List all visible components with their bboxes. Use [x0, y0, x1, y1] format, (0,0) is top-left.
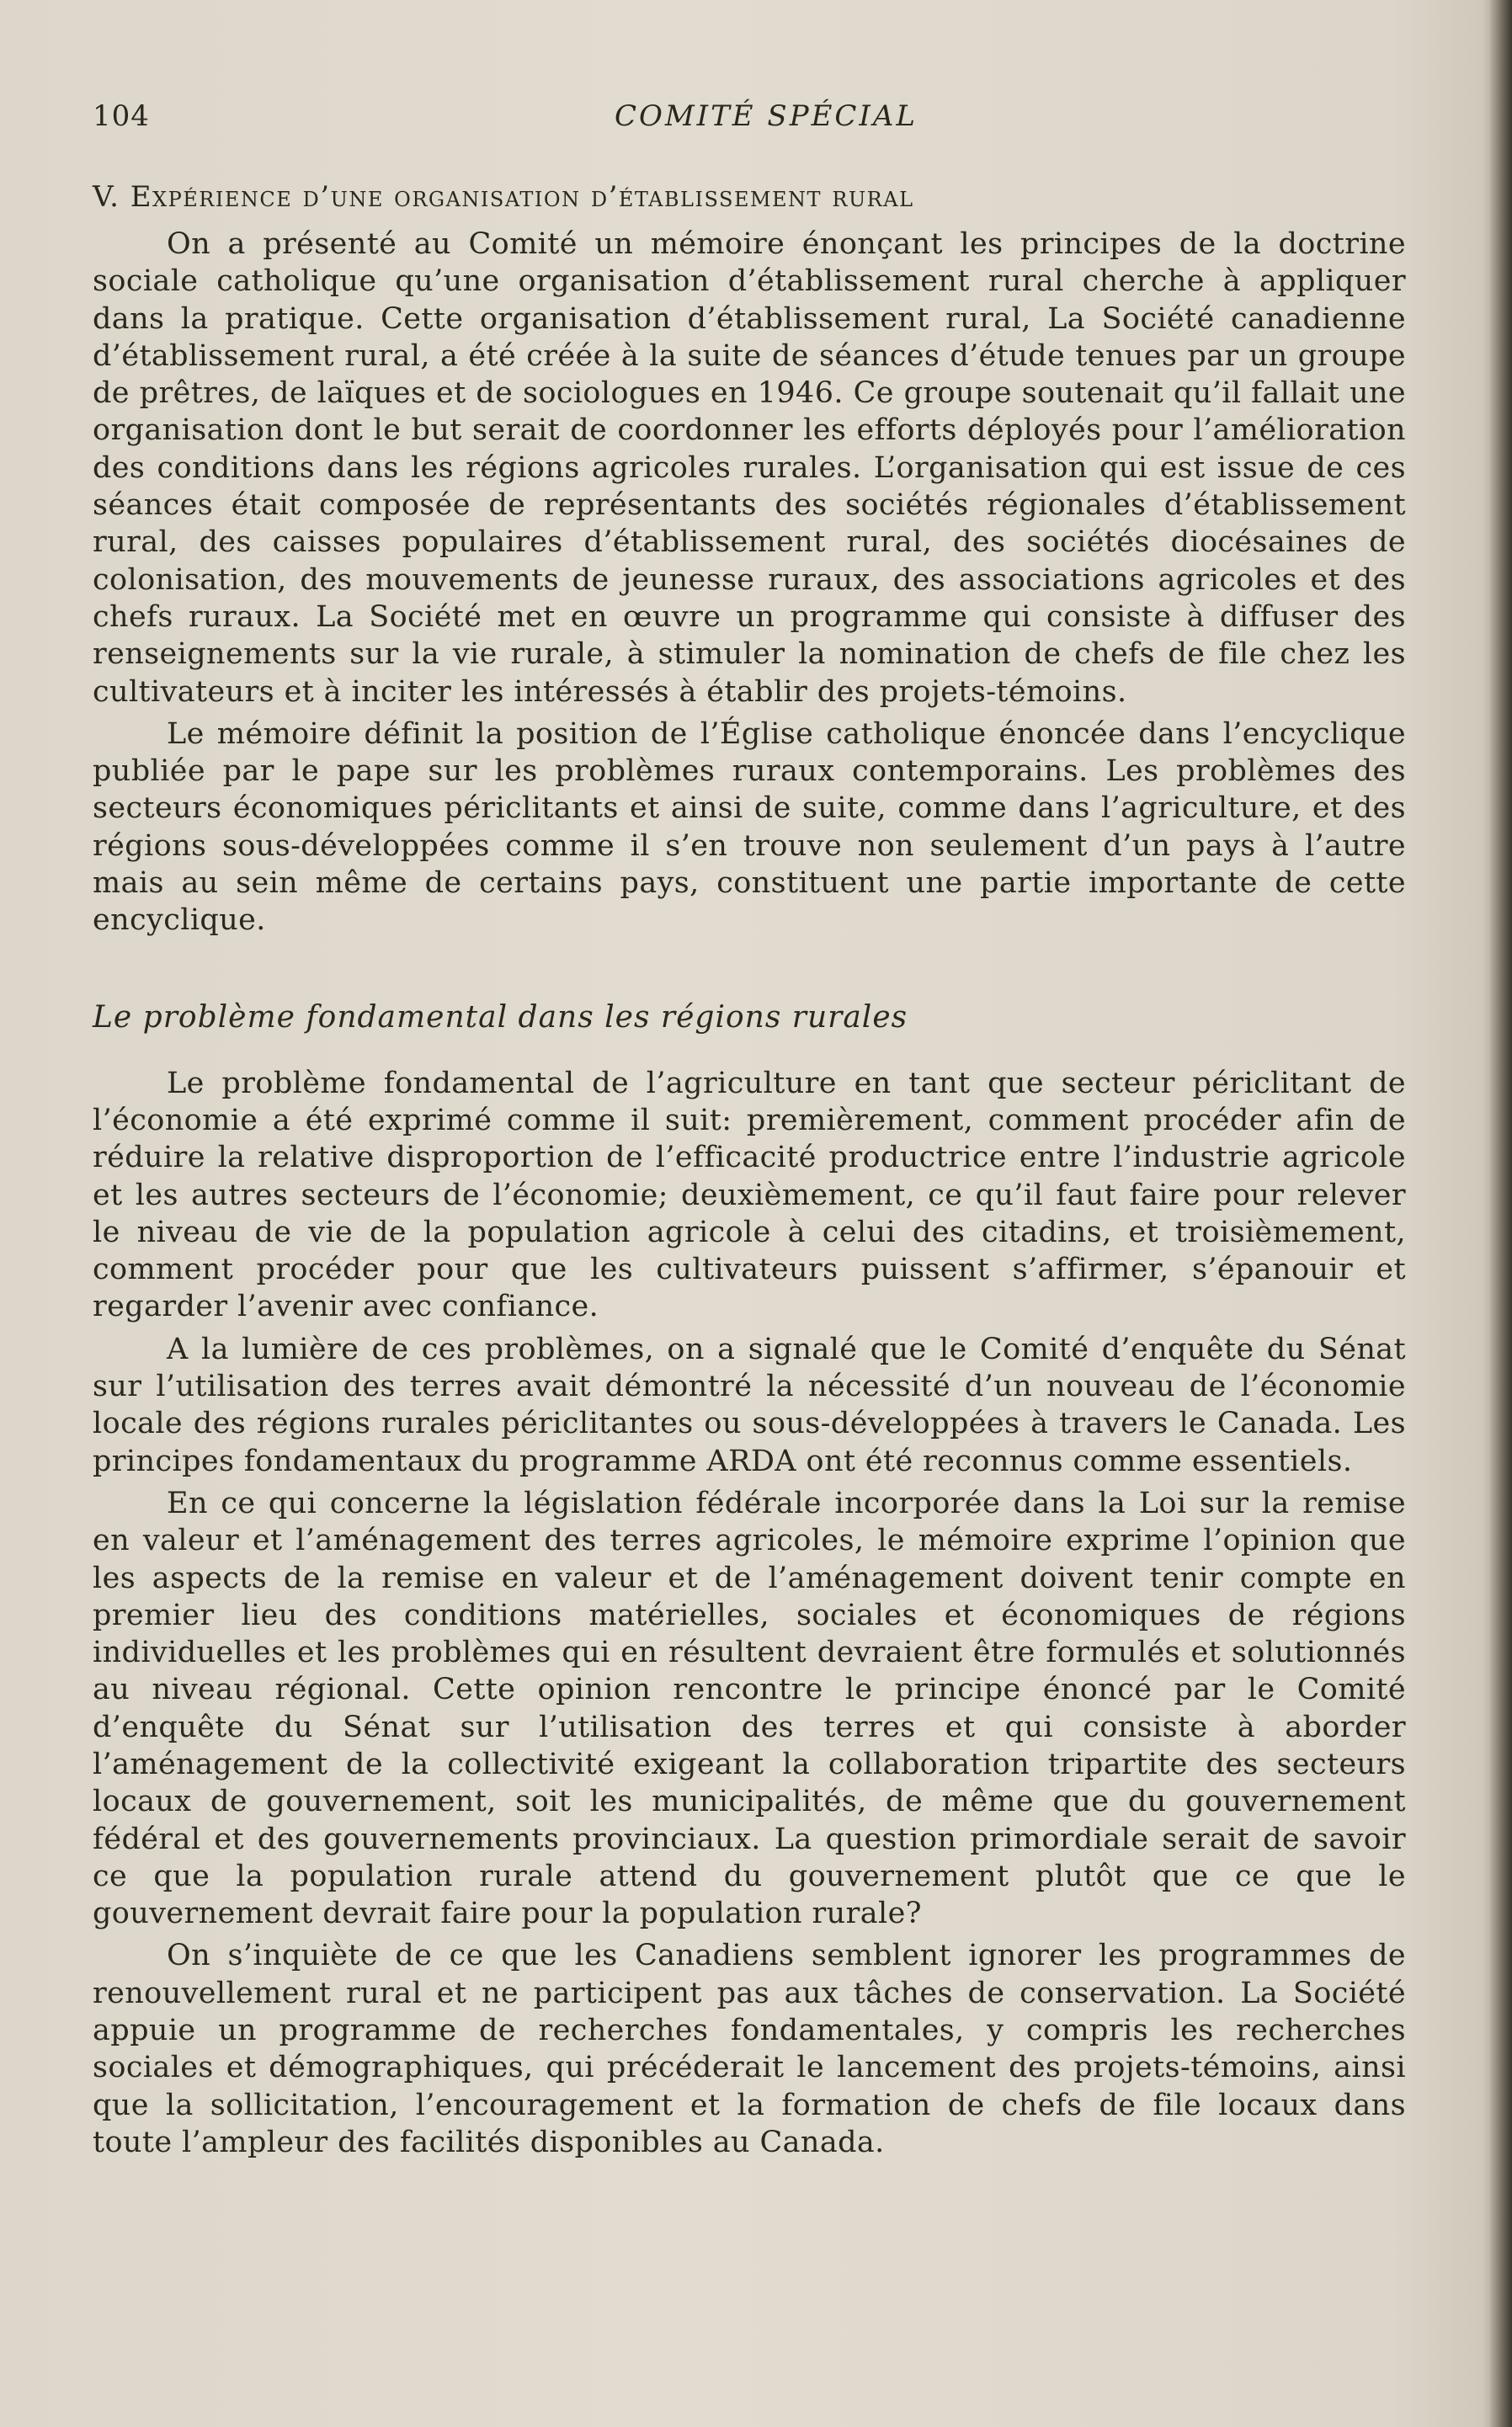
page-content: [93, 99, 1406, 2161]
paragraph: A la lumière de ces problèmes, on a signalé que le Comité d’enquête du Sénat sur l’utilisation des terres avait démontré la nécessité d’un nouveau de l’économie locale des régions rurales périclitantes ou sous-développées à travers le Canada. Les principes fondamentaux du programme ARDA ont été reconnus comme essentiels.: [93, 1332, 1406, 1478]
page-edge-shadow: [1490, 0, 1512, 2427]
paragraph: On s’inquiète de ce que les Canadiens semblent ignorer les programmes de renouvellement rural et ne participent pas aux tâches de conservation. La Société appuie un programme de recherches fondamentales, y compris les recherches sociales et démographiques, qui précéderait le lancement des projets-témoins, ainsi que la sollicitation, l’encouragement et la formation de chefs de file locaux dans toute l’ampleur des facilités disponibles au Canada.: [93, 1939, 1406, 2159]
paragraph: Le problème fondamental de l’agriculture en tant que secteur périclitant de l’économie a été exprimé comme il suit: premièrement, comment procéder afin de réduire la relative disproportion de l’efficacité productrice entre l’industrie agricole et les autres secteurs de l’économie; deuxièmement, ce qu’il faut faire pour relever le niveau de vie de la population agricole à celui des citadins, et troisièmement, comment procéder pour que les cultivateurs puissent s’affirmer, s’épanouir et regarder l’avenir avec confiance.: [93, 1066, 1406, 1324]
section-heading: V. Expérience d’une organisation d’établissement rural: [93, 180, 914, 214]
paragraph: En ce qui concerne la législation fédérale incorporée dans la Loi sur la remise en valeur et l’aménagement des terres agricoles, le mémoire exprime l’opinion que les aspects de la remise en valeur et de l’aménagement doivent tenir compte en premier lieu des conditions matérielles, sociales et économiques de régions individuelles et les problèmes qui en résultent devraient être formulés et solutionnés au niveau régional. Cette opinion rencontre le principe énoncé par le Comité d’enquête du Sénat sur l’utilisation des terres et qui consiste à aborder l’aménagement de la collectivité exigeant la collaboration tripartite des secteurs locaux de gouvernement, soit les municipalités, de même que du gouvernement fédéral et des gouvernements provinciaux. La question primordiale serait de savoir ce que la population rurale attend du gouvernement plutôt que ce que le gouvernement devrait faire pour la population rurale?: [93, 1486, 1406, 1931]
paragraph: On a présenté au Comité un mémoire énonçant les principes de la doctrine sociale catholique qu’une organisation d’établissement rural cherche à appliquer dans la pratique. Cette organisation d’établissement rural, La Société canadienne d’établissement rural, a été créée à la suite de séances d’étude tenues par un groupe de prêtres, de laïques et de sociologues en 1946. Ce groupe soutenait qu’il fallait une organisation dont le but serait de coordonner les efforts déployés pour l’amélioration des conditions dans les régions agricoles rurales. L’organisation qui est issue de ces séances était composée de représentants des sociétés régionales d’établissement rural, des caisses populaires d’établissement rural, des sociétés diocésaines de colonisation, des mouvements de jeunesse ruraux, des associations agricoles et des chefs ruraux. La Société met en œuvre un programme qui consiste à diffuser des renseignements sur la vie rurale, à stimuler la nomination de chefs de file chez les cultivateurs et à inciter les intéressés à établir des projets-témoins.: [93, 227, 1406, 709]
page-number: 104: [93, 99, 150, 133]
subsection-heading: Le problème fondamental dans les régions rurales: [93, 999, 908, 1035]
running-title: COMITÉ SPÉCIAL: [614, 99, 918, 133]
paragraph: Le mémoire définit la position de l’Église catholique énoncée dans l’encyclique publiée par le pape sur les problèmes ruraux contemporains. Les problèmes des secteurs économiques périclitants et ainsi de suite, comme dans l’agriculture, et des régions sous-développées comme il s’en trouve non seulement d’un pays à l’autre mais au sein même de certains pays, constituent une partie importante de cette encyclique.: [93, 716, 1406, 938]
running-header: [93, 99, 1406, 150]
